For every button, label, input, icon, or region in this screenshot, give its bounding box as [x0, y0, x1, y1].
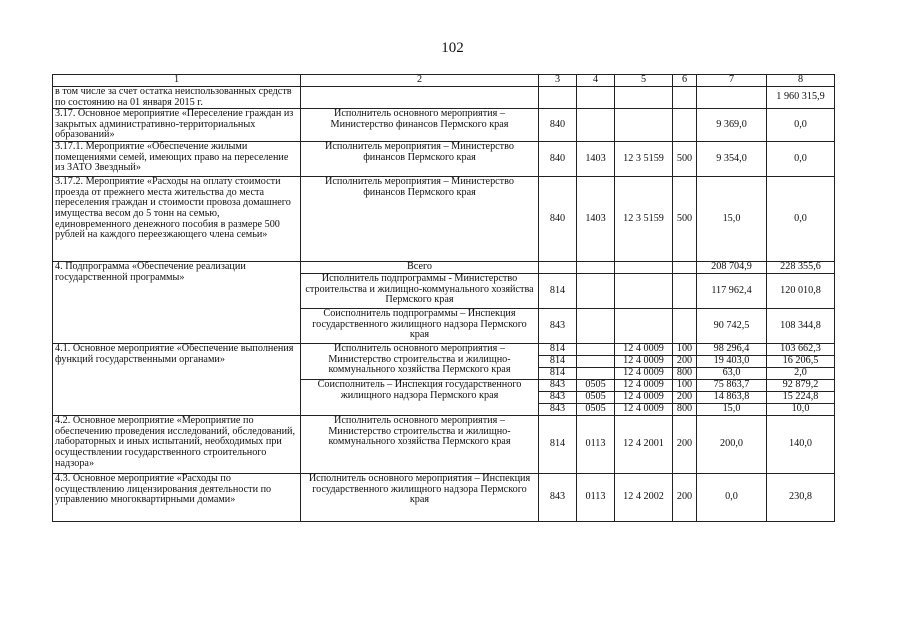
amount-2016-cell: 10,0 — [767, 404, 835, 416]
amount-2015-cell: 0,0 — [697, 474, 767, 522]
amount-2015-cell: 200,0 — [697, 416, 767, 474]
activity-cell: 3.17.1. Мероприятие «Обеспечение жилыми помещениями семей, имеющих право на переселение из ЗАТО Звездный» — [53, 142, 301, 177]
executor-cell: Всего — [301, 262, 539, 274]
empty-cell — [697, 87, 767, 109]
amount-2016-cell: 140,0 — [767, 416, 835, 474]
type-cell: 200 — [673, 416, 697, 474]
empty-cell — [673, 262, 697, 274]
table-row — [53, 109, 835, 142]
target-cell: 12 4 2001 — [615, 416, 673, 474]
target-cell: 12 4 2002 — [615, 474, 673, 522]
code-cell: 840 — [539, 177, 577, 262]
empty-cell — [615, 87, 673, 109]
table-row — [53, 142, 835, 177]
budget-table — [52, 74, 835, 522]
empty-cell — [673, 274, 697, 309]
table-row — [53, 87, 835, 109]
header-cell: 1 — [53, 75, 301, 87]
activity-cell: в том числе за счет остатка неиспользованных средств по состоянию на 01 января 2015 г. — [53, 87, 301, 109]
amount-2016-cell: 15 224,8 — [767, 392, 835, 404]
empty-cell — [539, 87, 577, 109]
code-cell: 840 — [539, 142, 577, 177]
empty-cell — [673, 109, 697, 142]
amount-2016-cell: 228 355,6 — [767, 262, 835, 274]
target-cell: 12 3 5159 — [615, 177, 673, 262]
activity-cell: 4.1. Основное мероприятие «Обеспечение выполнения функций государственными органами» — [53, 344, 301, 416]
type-cell: 800 — [673, 404, 697, 416]
section-cell: 0505 — [577, 380, 615, 392]
target-cell: 12 4 0009 — [615, 380, 673, 392]
empty-cell — [577, 368, 615, 380]
empty-cell — [577, 274, 615, 309]
type-cell: 200 — [673, 474, 697, 522]
type-cell: 500 — [673, 142, 697, 177]
code-cell: 814 — [539, 274, 577, 309]
activity-cell: 4. Подпрограмма «Обеспечение реализации государственной программы» — [53, 262, 301, 344]
amount-2016-cell: 0,0 — [767, 109, 835, 142]
header-cell: 6 — [673, 75, 697, 87]
empty-cell — [673, 87, 697, 109]
amount-2015-cell: 75 863,7 — [697, 380, 767, 392]
table-row — [53, 177, 835, 262]
code-cell: 814 — [539, 368, 577, 380]
header-cell: 7 — [697, 75, 767, 87]
executor-cell: Исполнитель основного мероприятия – Инспекция государственного жилищного надзора Пермского края — [301, 474, 539, 522]
empty-cell — [577, 356, 615, 368]
activity-cell: 4.2. Основное мероприятие «Мероприятие по обеспечению проведения исследований, обследований, лабораторных и иных испытаний, необходимых при осуществлении государственного строительного надзора» — [53, 416, 301, 474]
header-cell: 5 — [615, 75, 673, 87]
executor-cell: Соисполнитель подпрограммы – Инспекция государственного жилищного надзора Пермского края — [301, 309, 539, 344]
amount-2016-cell: 0,0 — [767, 177, 835, 262]
empty-cell — [577, 87, 615, 109]
table-row — [53, 262, 835, 274]
code-cell: 843 — [539, 392, 577, 404]
target-cell: 12 4 0009 — [615, 344, 673, 356]
activity-cell: 4.3. Основное мероприятие «Расходы по осуществлению лицензирования деятельности по управлению многоквартирными домами» — [53, 474, 301, 522]
code-cell: 814 — [539, 344, 577, 356]
target-cell: 12 4 0009 — [615, 356, 673, 368]
section-cell: 0505 — [577, 392, 615, 404]
executor-cell: Соисполнитель – Инспекция государственного жилищного надзора Пермского края — [301, 380, 539, 416]
code-cell: 843 — [539, 380, 577, 392]
table-row — [53, 344, 835, 356]
empty-cell — [301, 87, 539, 109]
empty-cell — [577, 262, 615, 274]
section-cell: 1403 — [577, 177, 615, 262]
type-cell: 100 — [673, 344, 697, 356]
table-row — [53, 474, 835, 522]
empty-cell — [615, 309, 673, 344]
empty-cell — [577, 344, 615, 356]
section-cell: 0505 — [577, 404, 615, 416]
type-cell: 800 — [673, 368, 697, 380]
type-cell: 100 — [673, 380, 697, 392]
code-cell: 814 — [539, 416, 577, 474]
target-cell: 12 3 5159 — [615, 142, 673, 177]
empty-cell — [577, 109, 615, 142]
amount-2015-cell: 14 863,8 — [697, 392, 767, 404]
empty-cell — [615, 274, 673, 309]
executor-cell: Исполнитель основного мероприятия – Министерство строительства и жилищно-коммунального хозяйства Пермского края — [301, 416, 539, 474]
empty-cell — [615, 262, 673, 274]
amount-2016-cell: 120 010,8 — [767, 274, 835, 309]
amount-2016-cell: 230,8 — [767, 474, 835, 522]
header-cell: 3 — [539, 75, 577, 87]
header-cell: 8 — [767, 75, 835, 87]
amount-2016-cell: 1 960 315,9 — [767, 87, 835, 109]
table-row — [53, 416, 835, 474]
amount-2015-cell: 9 354,0 — [697, 142, 767, 177]
executor-cell: Исполнитель подпрограммы - Министерство строительства и жилищно-коммунального хозяйства Пермского края — [301, 274, 539, 309]
executor-cell: Исполнитель основного мероприятия – Министерство строительства и жилищно-коммунального хозяйства Пермского края — [301, 344, 539, 380]
executor-cell: Исполнитель мероприятия – Министерство финансов Пермского края — [301, 142, 539, 177]
amount-2016-cell: 92 879,2 — [767, 380, 835, 392]
section-cell: 0113 — [577, 416, 615, 474]
code-cell: 843 — [539, 404, 577, 416]
amount-2015-cell: 15,0 — [697, 177, 767, 262]
type-cell: 500 — [673, 177, 697, 262]
amount-2015-cell: 98 296,4 — [697, 344, 767, 356]
amount-2015-cell: 63,0 — [697, 368, 767, 380]
page-number: 102 — [441, 40, 464, 56]
section-cell: 0113 — [577, 474, 615, 522]
code-cell: 843 — [539, 474, 577, 522]
code-cell: 840 — [539, 109, 577, 142]
code-cell: 843 — [539, 309, 577, 344]
amount-2015-cell: 19 403,0 — [697, 356, 767, 368]
amount-2015-cell: 208 704,9 — [697, 262, 767, 274]
amount-2015-cell: 117 962,4 — [697, 274, 767, 309]
amount-2016-cell: 16 206,5 — [767, 356, 835, 368]
header-cell: 4 — [577, 75, 615, 87]
amount-2015-cell: 9 369,0 — [697, 109, 767, 142]
amount-2016-cell: 0,0 — [767, 142, 835, 177]
amount-2015-cell: 15,0 — [697, 404, 767, 416]
amount-2015-cell: 90 742,5 — [697, 309, 767, 344]
activity-cell: 3.17.2. Мероприятие «Расходы на оплату стоимости проезда от прежнего места жительства до места переселения граждан и стоимости провоза домашнего имущества весом до 5 тонн на семью, единовременного денежного пособия в размере 500 рублей на каждого переезжающего члена семьи» — [53, 177, 301, 262]
target-cell: 12 4 0009 — [615, 404, 673, 416]
amount-2016-cell: 103 662,3 — [767, 344, 835, 356]
executor-cell: Исполнитель мероприятия – Министерство финансов Пермского края — [301, 177, 539, 262]
target-cell: 12 4 0009 — [615, 368, 673, 380]
code-cell: 814 — [539, 356, 577, 368]
type-cell: 200 — [673, 392, 697, 404]
empty-cell — [673, 309, 697, 344]
header-cell: 2 — [301, 75, 539, 87]
header-row — [53, 75, 835, 87]
empty-cell — [539, 262, 577, 274]
activity-cell: 3.17. Основное мероприятие «Переселение граждан из закрытых административно-территориальных образований» — [53, 109, 301, 142]
amount-2016-cell: 108 344,8 — [767, 309, 835, 344]
target-cell: 12 4 0009 — [615, 392, 673, 404]
empty-cell — [615, 109, 673, 142]
executor-cell: Исполнитель основного мероприятия – Министерство финансов Пермского края — [301, 109, 539, 142]
section-cell: 1403 — [577, 142, 615, 177]
type-cell: 200 — [673, 356, 697, 368]
empty-cell — [577, 309, 615, 344]
amount-2016-cell: 2,0 — [767, 368, 835, 380]
